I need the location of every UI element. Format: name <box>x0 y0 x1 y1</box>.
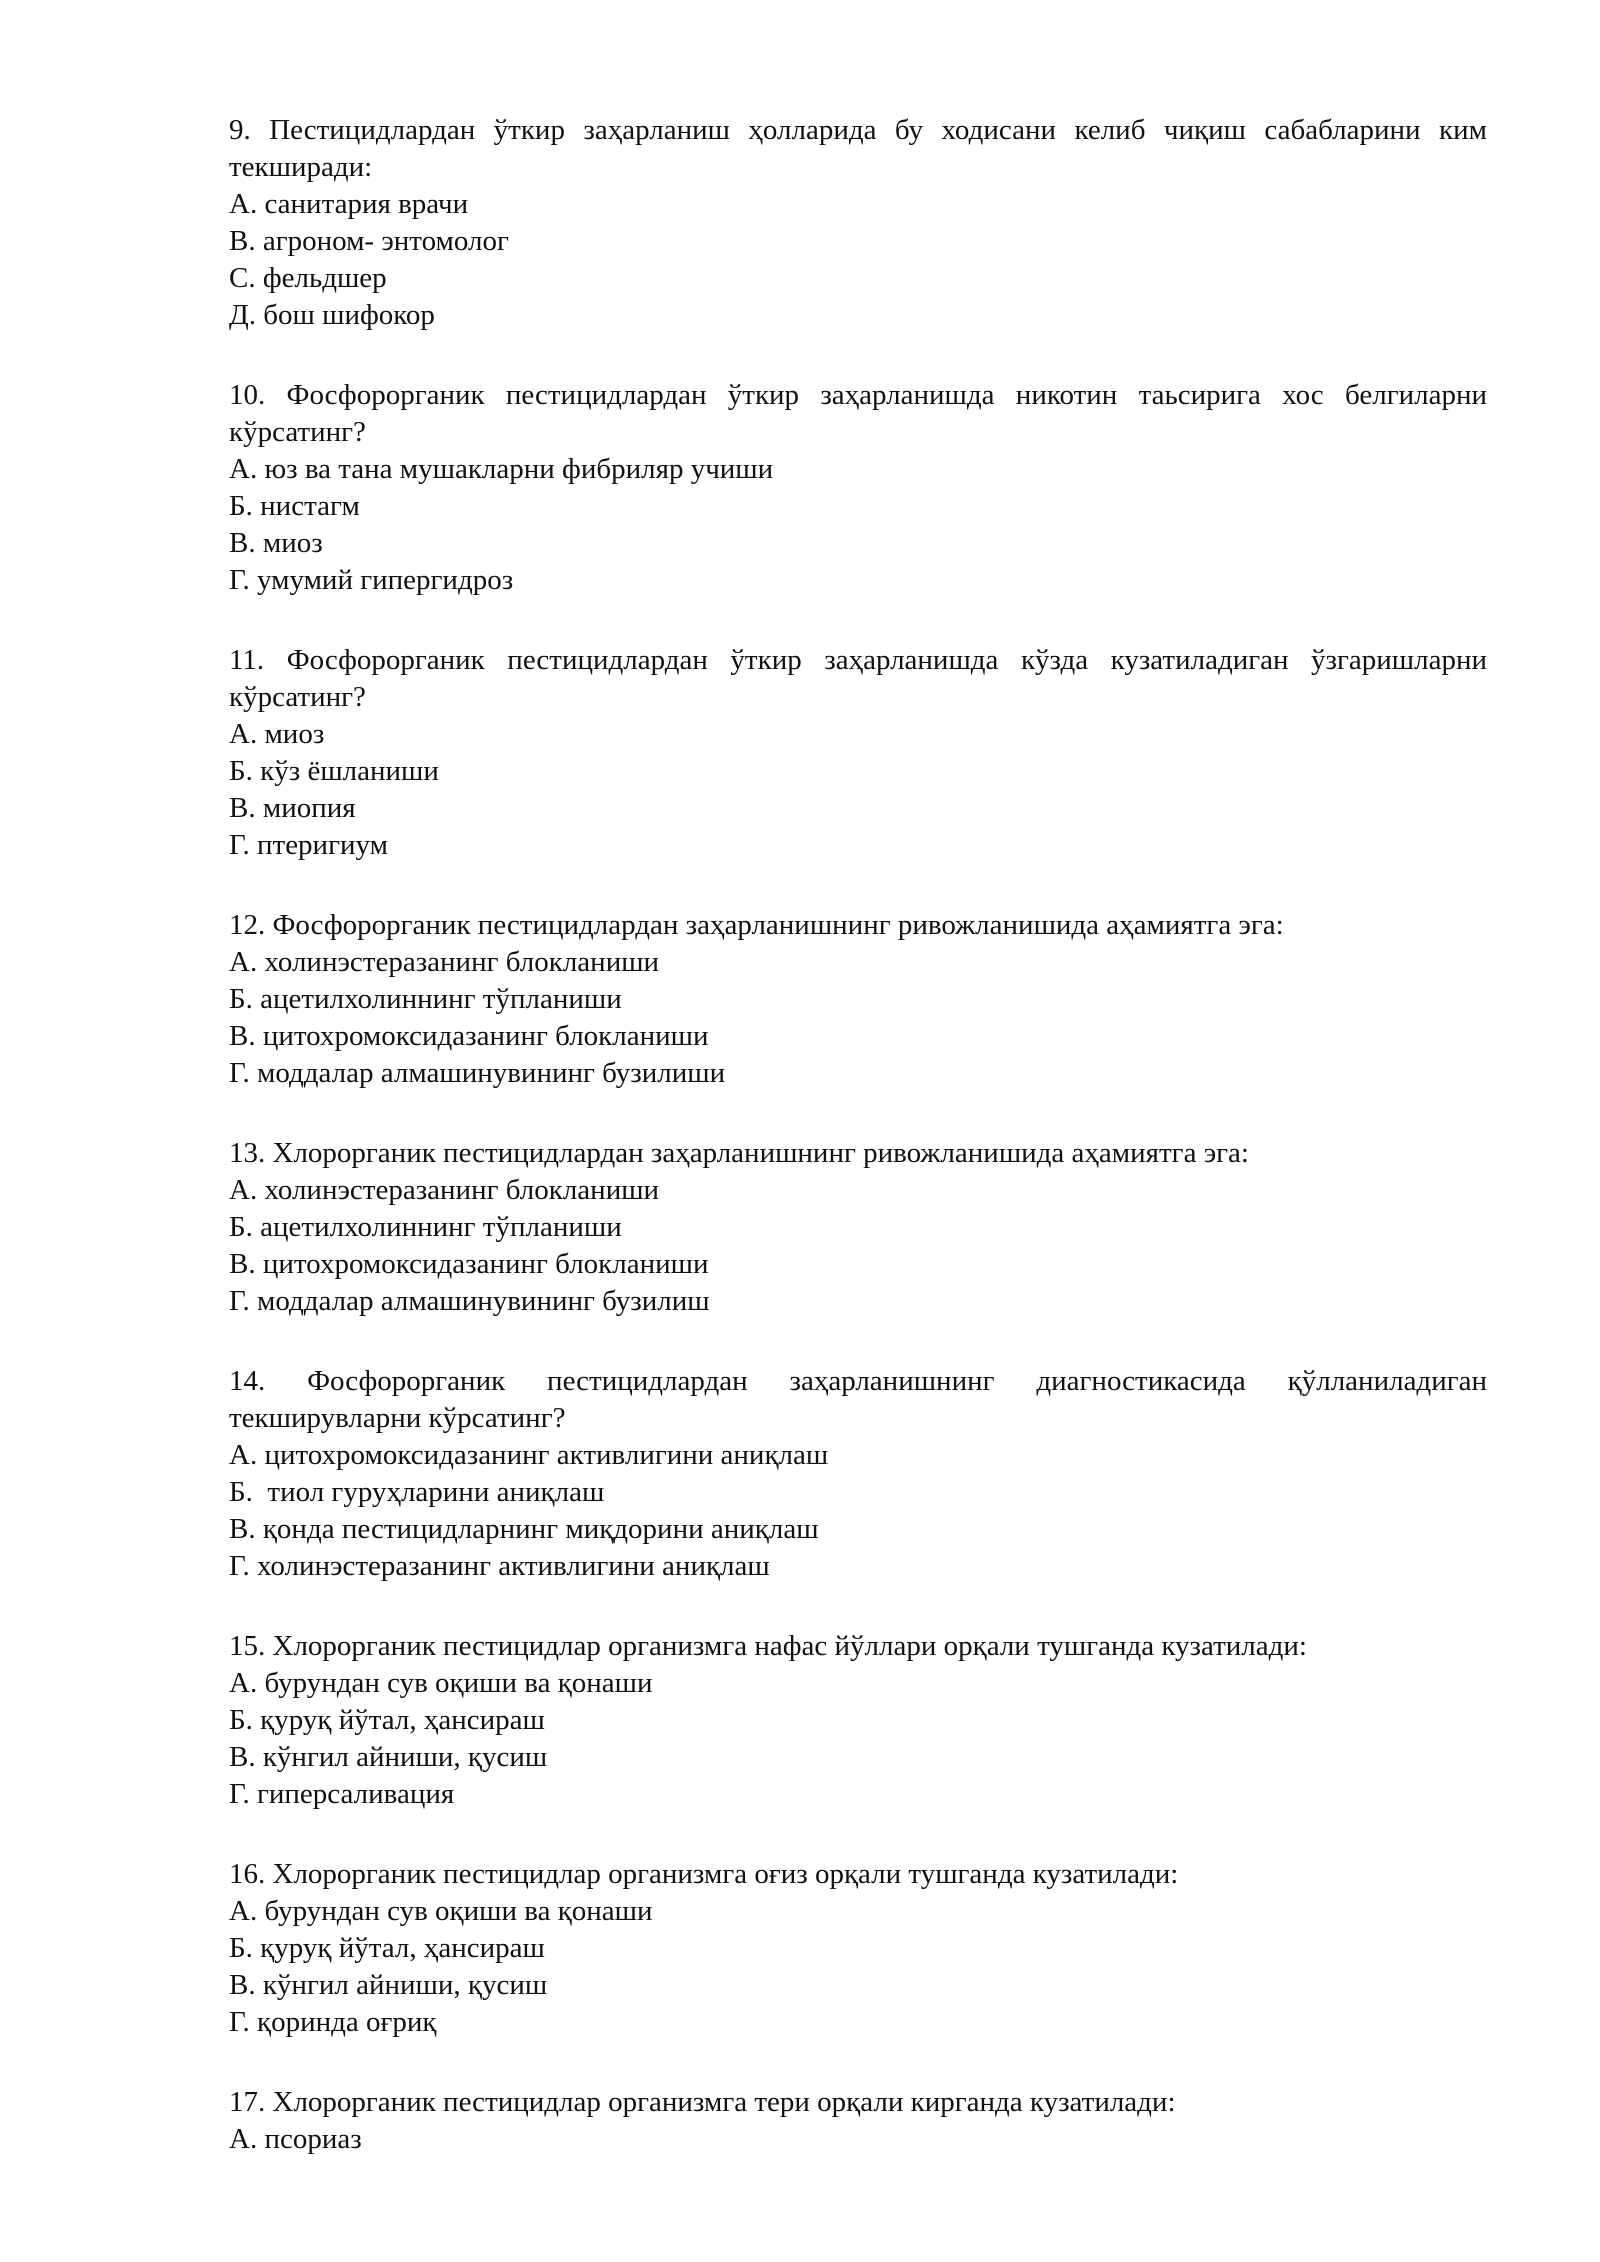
answer-option: С. фельдшер <box>229 262 387 294</box>
answer-option: Б. нистагм <box>229 490 360 522</box>
answer-option: Г. моддалар алмашинувининг бузилиш <box>229 1285 710 1317</box>
answer-option: Б. ацетилхолиннинг тўпланиши <box>229 1211 622 1243</box>
question-block <box>229 1628 1487 1813</box>
question-list <box>229 112 1487 2158</box>
question-text: 10. Фосфорорганик пестицидлардан ўткир заҳарланишда никотин таьсирига хос белгиларни кўрсатинг? <box>229 379 1487 448</box>
answer-option: Г. гиперсаливация <box>229 1778 455 1810</box>
question-block <box>229 1363 1487 1585</box>
answer-option: Б. ацетилхолиннинг тўпланиши <box>229 983 622 1015</box>
answer-option: Б. қуруқ йўтал, ҳансираш <box>229 1704 545 1736</box>
question-text: 13. Хлорорганик пестицидлардан заҳарланишнинг ривожланишида аҳамиятга эга: <box>229 1137 1249 1169</box>
question-text: 11. Фосфорорганик пестицидлардан ўткир заҳарланишда кўзда кузатиладиган ўзгаришларни кўрсатинг? <box>229 644 1487 713</box>
answer-option: В. цитохромоксидазанинг блокланиши <box>229 1020 709 1052</box>
question-text: 17. Хлорорганик пестицидлар организмга тери орқали кирганда кузатилади: <box>229 2086 1176 2118</box>
answer-option: А. бурундан сув оқиши ва қонаши <box>229 1667 653 1699</box>
answer-option: Д. бош шифокор <box>229 299 435 331</box>
answer-option: В. агроном- энтомолог <box>229 225 509 257</box>
answer-option: Г. птеригиум <box>229 829 388 861</box>
answer-option: Б. қуруқ йўтал, ҳансираш <box>229 1932 545 1964</box>
answer-option: В. қонда пестицидларнинг миқдорини аниқлаш <box>229 1513 819 1545</box>
answer-option: А. псориаз <box>229 2123 362 2155</box>
question-text: 15. Хлорорганик пестицидлар организмга нафас йўллари орқали тушганда кузатилади: <box>229 1630 1307 1662</box>
answer-option: А. бурундан сув оқиши ва қонаши <box>229 1895 653 1927</box>
answer-option: Б. тиол гуруҳларини аниқлаш <box>229 1476 605 1508</box>
question-block <box>229 642 1487 864</box>
question-block <box>229 377 1487 599</box>
answer-option: В. миоз <box>229 527 323 559</box>
question-block <box>229 1135 1487 1320</box>
question-block <box>229 112 1487 334</box>
answer-option: В. кўнгил айниши, қусиш <box>229 1741 548 1773</box>
answer-option: А. миоз <box>229 718 325 750</box>
answer-option: А. юз ва тана мушакларни фибриляр учиши <box>229 453 774 485</box>
answer-option: Г. умумий гипергидроз <box>229 564 514 596</box>
answer-option: Г. қоринда оғриқ <box>229 2006 437 2038</box>
answer-option: Б. кўз ёшланиши <box>229 755 439 787</box>
answer-option: А. холинэстеразанинг блокланиши <box>229 946 660 978</box>
question-text: 14. Фосфорорганик пестицидлардан заҳарланишнинг диагностикасида қўлланиладиган текширувларни кўрсатинг? <box>229 1365 1487 1434</box>
answer-option: А. санитария врачи <box>229 188 469 220</box>
answer-option: В. цитохромоксидазанинг блокланиши <box>229 1248 709 1280</box>
question-text: 12. Фосфорорганик пестицидлардан заҳарланишнинг ривожланишида аҳамиятга эга: <box>229 909 1284 941</box>
question-text: 16. Хлорорганик пестицидлар организмга оғиз орқали тушганда кузатилади: <box>229 1858 1179 1890</box>
answer-option: В. кўнгил айниши, қусиш <box>229 1969 548 2001</box>
answer-option: А. цитохромоксидазанинг активлигини аниқлаш <box>229 1439 829 1471</box>
question-block <box>229 1856 1487 2041</box>
question-block <box>229 2084 1487 2158</box>
answer-option: Г. холинэстеразанинг активлигини аниқлаш <box>229 1550 770 1582</box>
answer-option: А. холинэстеразанинг блокланиши <box>229 1174 660 1206</box>
answer-option: Г. моддалар алмашинувининг бузилиши <box>229 1057 726 1089</box>
question-block <box>229 907 1487 1092</box>
question-text: 9. Пестицидлардан ўткир заҳарланиш ҳолларида бу ходисани келиб чиқиш сабабларини ким текширади: <box>229 114 1487 183</box>
answer-option: В. миопия <box>229 792 356 824</box>
